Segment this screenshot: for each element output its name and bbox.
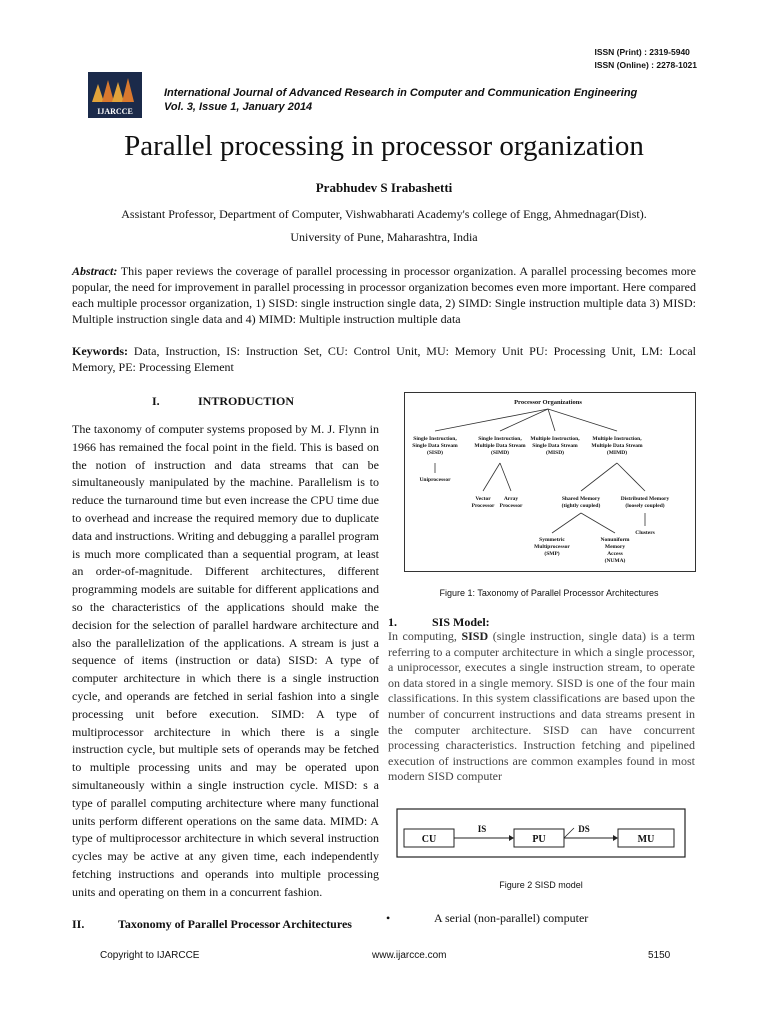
is-label: IS (477, 824, 487, 834)
shared-label-1: Shared Memory (561, 496, 601, 502)
section-number-intro: I. (152, 394, 160, 408)
issn-block (594, 46, 697, 72)
misd-label-3: (MISD) (545, 450, 565, 456)
bullet-item: A serial (non-parallel) computer (434, 911, 589, 925)
uniprocessor-node: Uniprocessor (419, 477, 451, 483)
paper-title: Parallel processing in processor organization (124, 130, 644, 162)
misd-label-1: Multiple Instruction, (530, 436, 580, 442)
sis-text-pre: In computing, (388, 629, 462, 643)
figure-1-caption: Figure 1: Taxonomy of Parallel Processor Architectures (439, 588, 659, 598)
keywords-text: Data, Instruction, IS: Instruction Set, CU: Control Unit, MU: Memory Unit PU: Processing Unit, LM: Local Memory, PE: Processing Element (72, 344, 696, 374)
footer-page-number: 5150 (648, 950, 671, 961)
dist-label-1: Distributed Memory (620, 496, 670, 502)
author-name: Prabhudev S Irabashetti (315, 180, 453, 195)
footer-copyright: Copyright to IJARCCE (100, 950, 200, 961)
simd-label-2: Multiple Data Stream (474, 443, 526, 449)
dist-label-2: (loosely coupled) (625, 503, 665, 509)
figure-1-diagram (404, 392, 696, 572)
mu-box: MU (637, 834, 655, 845)
sisd-label-2: Single Data Stream (412, 443, 458, 449)
taxonomy-tree (405, 393, 695, 571)
sis-paragraph (388, 629, 695, 785)
mimd-label-1: Multiple Instruction, (592, 436, 642, 442)
logo-text: IJARCCE (97, 107, 133, 116)
journal-volume: Vol. 3, Issue 1, January 2014 (164, 101, 313, 113)
misd-label-2: Single Data Stream (532, 443, 578, 449)
cu-box: CU (421, 834, 437, 845)
abstract (72, 263, 696, 327)
ds-label: DS (578, 824, 590, 834)
simd-label-1: Single Instruction, (478, 436, 522, 442)
intro-paragraph: The taxonomy of computer systems proposed by M. J. Flynn in 1966 has remained the focal point in the field. This is based on the notion of instruction and data streams that can be simultaneously manipulated by the machine. Parallelism is to reduce the turnaround time but even increase the CPU time due to overhead and increase the required memory due to duplicate data and instructions. Writing and debugging a parallel program is much more complicated than a sequential program, at least an order-of-magnitude. Different architectures, different programming models are suitable for different applications and so the characteristics of the applications should make the decision for the selection of parallel hardware architecture and also the parallelization of the applications. A stream is just a sequence of items (instruction or data) SISD: A type of computer architecture in which there is a single instruction cycle, and operands are fetched in serial fashion into a single processing unit before execution. SIMD: A type of multiprocessor architecture in which there is a single instruction cycle, but multiple sets of operands may be fetched to multiple processing units and may be operated upon simultaneously within a single instruction cycle. MISD: s a type of parallel computing architecture where many functional units perform different operations on the same data. MIMD: A type of multiprocessor architecture in which several instruction cycles may be active at any given time, each independently fetching instructions and operands into multiple processing units and operating on them in a concurrent fashion. (72, 422, 379, 899)
journal-logo (88, 72, 142, 118)
keywords-label: Keywords: (72, 344, 128, 358)
journal-name: International Journal of Advanced Research in Computer and Communication Engineering (164, 87, 638, 99)
affiliation-line-2: University of Pune, Maharashtra, India (290, 230, 478, 244)
clusters-node: Clusters (635, 530, 655, 536)
smp-label-1: Symmetric (539, 537, 565, 543)
array-label-2: Processor (499, 503, 523, 509)
figure-2-diagram (396, 808, 686, 858)
sisd-label-3: (SISD) (427, 450, 443, 456)
section-number-taxonomy: II. (72, 917, 85, 931)
footer-url[interactable]: www.ijarcce.com (372, 950, 447, 961)
sisd-label-1: Single Instruction, (413, 436, 457, 442)
vector-label-1: Vector (475, 496, 491, 502)
subsection-number-sis: 1. (388, 615, 397, 629)
smp-label-3: (SMP) (544, 551, 560, 557)
smp-label-2: Multiprocessor (534, 544, 570, 550)
issn-online: ISSN (Online) : 2278-1021 (594, 60, 697, 70)
journal-info (164, 86, 637, 114)
issn-print: ISSN (Print) : 2319-5940 (594, 47, 690, 57)
pu-box: PU (532, 834, 546, 845)
array-label-1: Array (503, 496, 519, 502)
subsection-title-sis: SIS Model: (432, 615, 490, 629)
root-node: Processor Organizations (514, 399, 582, 406)
sis-text-post: (single instruction, single data) is a term referring to a computer architecture in which a single processor, a uniprocessor, executes a single instruction stream, to operate on data stored in a single memory. SISD is one of the four main classifications. In this system classifications are based upon the number of concurrent instructions and data streams present in the computer architecture. SISD can have concurrent processing characteristics. Instruction fetching and pipelined execution of instructions are common examples found in most modern SISD computer (388, 629, 695, 784)
numa-label-2: Memory (604, 544, 626, 550)
keywords (72, 343, 696, 375)
abstract-label: Abstract: (72, 264, 118, 278)
mimd-label-2: Multiple Data Stream (591, 443, 643, 449)
abstract-text: This paper reviews the coverage of parallel processing in processor organization. A parallel processing becomes more popular, the need for improvement in parallel processing in processor organization becomes even more important. Here compared each multiple processor organization, 1) SISD: single instruction single data, 2) SIMD: Single instruction multiple data 3) MISD: Multiple instruction single data and 4) MIMD: Multiple instruction multiple data (72, 264, 696, 326)
numa-label-4: (NUMA) (604, 558, 626, 564)
sis-term: SISD (461, 629, 489, 643)
section-title-intro: INTRODUCTION (198, 394, 295, 408)
section-title-taxonomy: Taxonomy of Parallel Processor Architectures (118, 917, 352, 931)
affiliation-line-1: Assistant Professor, Department of Computer, Vishwabharati Academy's college of Engg, Ahmednagar(Dist). (121, 207, 647, 221)
figure-2-caption: Figure 2 SISD model (499, 880, 583, 890)
bullet-marker: • (386, 911, 391, 925)
numa-label-1: Nonuniform (600, 537, 630, 543)
mimd-label-3: (MIMD) (606, 450, 628, 456)
shared-label-2: (tightly coupled) (561, 503, 601, 509)
simd-label-3: (SIMD) (490, 450, 510, 456)
numa-label-3: Access (607, 551, 623, 557)
vector-label-2: Processor (471, 503, 495, 509)
